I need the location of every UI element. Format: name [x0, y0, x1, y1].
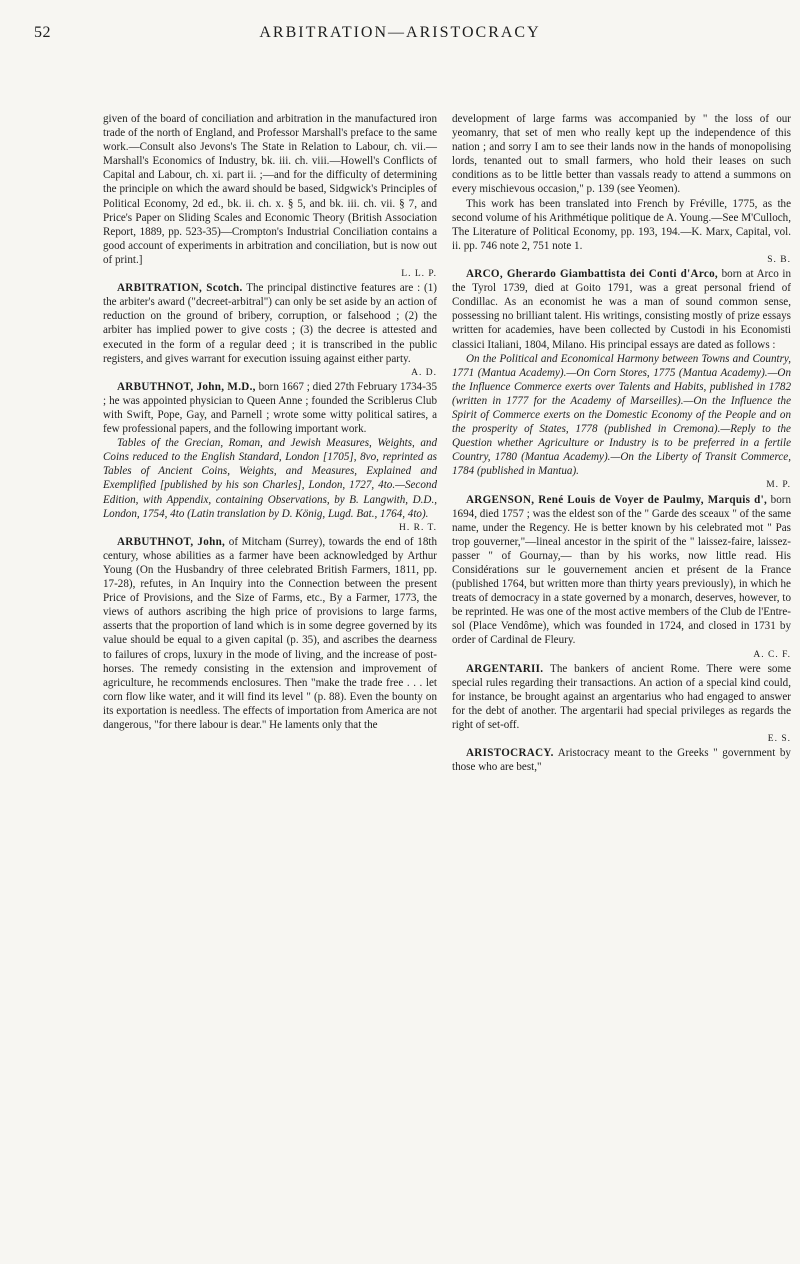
author-initials: E. S. [767, 734, 791, 745]
entry-aristocracy [452, 746, 791, 774]
entry-body: Aristocracy meant to the Greeks " government by those who are best," [452, 747, 791, 774]
entry-body: born 1694, died 1757 ; was the eldest son of the " Garde des sceaux " of the same name, under the Regency. He is better known by his celebrated mot " Pas trop gouverner,"—lineal ancestor in the spirit of the " laissez-faire, laissez-passer " of Gournay,— than by his works, now little read. His Considérations sur le gouvernement ancien et présent de la France (published 1764, but written more than thirty years previously), in which he treats of democracy in a state governed by a monarch, deserves, however, to be reprinted. He was one of the most active members of the Club de l'Entre-sol (Place Vendôme), which was founded in 1724, and closed in 1731 by order of Cardinal de Fleury. [452, 493, 791, 647]
entry-headword: ARGENSON, René Louis de Voyer de Paulmy, Marquis d', [466, 493, 768, 506]
entry-arbuthnot-mitcham [103, 535, 437, 732]
entry-arbuthnot-md [103, 380, 437, 436]
bibliography-body: On the Political and Economical Harmony between Towns and Country, 1771 (Mantua Academy).—On Corn Stores, 1775 (Mantua Academy).—On the Influence Commerce exerts over Talents and Habits, published in 1782 (written in 1777 for the Academy of Marseilles).—On the Influence the Spirit of Commerce exerts on the Domestic Economy of the People and on the prosperity of States, 1778 (published in Cremona).—Reply to the Question whether Agriculture or Industry is to be preferred in a fertile Country, 1780 (Mantua Academy).—On the Liberty of Transit Commerce, 1784 (published in Mantua). [452, 352, 791, 478]
left-column [103, 112, 437, 732]
page-header [0, 24, 800, 48]
bibliography-text [452, 352, 791, 479]
entry-headword: ARBUTHNOT, John, [117, 535, 226, 548]
bibliography-text [103, 436, 437, 521]
author-initials: M. P. [766, 480, 791, 491]
entry-headword: ARBUTHNOT, John, M.D., [117, 380, 256, 393]
entry-text: This work has been translated into French by Fréville, 1775, as the second volume of his Arithmétique politique de A. Young.—See M'Culloch, The Literature of Political Economy, pp. 193, 194.—K. Marx, Capital, vol. ii. pp. 746 note 2, 751 note 1. [452, 197, 791, 252]
entry-text: development of large farms was accompanied by " the loss of our yeomanry, that set of men who really kept up the independence of this nation ; and sorry I am to see their lands now in the hands of monopolising lords, tenanted out to small farmers, who hold their leases on such conditions as to be little better than vassals ready to attend a summons on every mischievous occasion," p. 139 (see Yeomen). [452, 113, 791, 196]
right-column [452, 112, 791, 774]
entry-arco [452, 267, 791, 352]
entry-argenson [452, 493, 791, 648]
entry-headword: ARISTOCRACY. [466, 747, 554, 760]
entry-body: The principal distinctive features are : (1) the arbiter's award ("decreet-arbitral") can only be set aside by an action of reduction on the ground of bribery, corruption, or falsehood ; (2) the arbiter has implied power to give costs ; (3) the decree is attested and executed in the form of a regular deed ; it is transcribed in the public registers, and gives warrant for execution issuing against either party. [103, 282, 437, 365]
entry-text: given of the board of conciliation and arbitration in the manufactured iron trade of the north of England, and Professor Marshall's preface to the same work.—Consult also Jevons's The State in Relation to Labour, ch. vii.—Marshall's Economics of Industry, bk. iii. ch. viii.—Howell's Conflicts of Capital and Labour, ch. xi. part ii. ;—and for the difficulty of determining the principle on which the award should be based, Sidgwick's Principles of Political Economy, 2d ed., bk. ii. ch. x. § 5, and bk. iii. ch. vii. § 7, and Price's Paper on Sliding Scales and Economic Theory (British Association Report, 1889, pp. 523-35)—Crompton's Industrial Conciliation contains a good account of experiments in arbitration and conciliation, but is now out of print.] [103, 113, 437, 266]
entry-arbitration-scotch [103, 281, 437, 366]
page-number: 52 [34, 24, 51, 41]
bibliography-body: Tables of the Grecian, Roman, and Jewish Measures, Weights, and Coins reduced to the English Standard, London [1705], 8vo, reprinted as Tables of Ancient Coins, Weights, and Measures, Explained and Exemplified [published by his son Charles], London, 1727, 4to.—Second Edition, with Appendix, containing Observations, by B. Langwith, D.D., London, 1754, 4to (Latin translation by D. König, Lugd. Bat., 1764, 4to). [103, 437, 437, 520]
entry-body: of Mitcham (Surrey), towards the end of 18th century, whose abilities as a farmer have been acknowledged by Arthur Young (On the Husbandry of three celebrated British Farmers, 1811, pp. 17-28), refutes, in An Inquiry into the Connection between the present Price of Provisions, and the Size of Farms, etc., By a Farmer, 1773, the views of authors ascribing the high price of provisions to large farms, asserts that the proportion of land which is in some degree governed by its value should be equal to a given capital (p. 35), and ascribes the dearness to failures of crops, luxury in the mode of living, and the increase of post-horses. The remedy consisting in the extension and improvement of agriculture, he recommends enclosures. Then "make the trade free . . . let corn flow like water, and it will find its level " (p. 88). Even the bounty on its exportation is needless. The effects of importation from America are not dangerous, "for there labour is dear." He laments only that the [103, 535, 437, 732]
author-initials: A. C. F. [753, 649, 791, 660]
entry-body: born at Arco in the Tyrol 1739, died at Goito 1791, was a great personal friend of Condillac. As an economist he was a man of sound common sense, possessing no brilliant talent. His writings, consisting mostly of prize essays written for academies, have been collected by Custodi in his Economisti classici Italiani, 1804, Milano. His principal essays are dated as follows : [452, 268, 792, 351]
author-initials: L. L. P. [401, 269, 437, 280]
entry-body: born 1667 ; died 27th February 1734-35 ; he was appointed physician to Queen Anne ; founded the Scriblerus Club with Swift, Pope, Gay, and Parnell ; wrote some witty political satires, a few professional papers, and the following important work. [103, 380, 438, 436]
author-initials: H. R. T. [399, 522, 437, 533]
author-initials: S. B. [767, 254, 791, 265]
entry-headword: ARCO, Gherardo Giambattista dei Conti d'Arco, [466, 268, 718, 281]
entry-headword: ARBITRATION, Scotch. [117, 282, 243, 295]
entry-argentarii [452, 662, 791, 732]
entry-body: The bankers of ancient Rome. There were some special rules regarding their transactions. An action of a special kind could, for instance, be brought against an argentarius who had engaged to answer for the debt of another. The argentarii had special privileges as regards the right of set-off. [452, 662, 792, 732]
running-head: ARBITRATION—ARISTOCRACY [259, 24, 541, 41]
author-initials: A. D. [411, 367, 437, 378]
entry-headword: ARGENTARII. [466, 662, 544, 675]
